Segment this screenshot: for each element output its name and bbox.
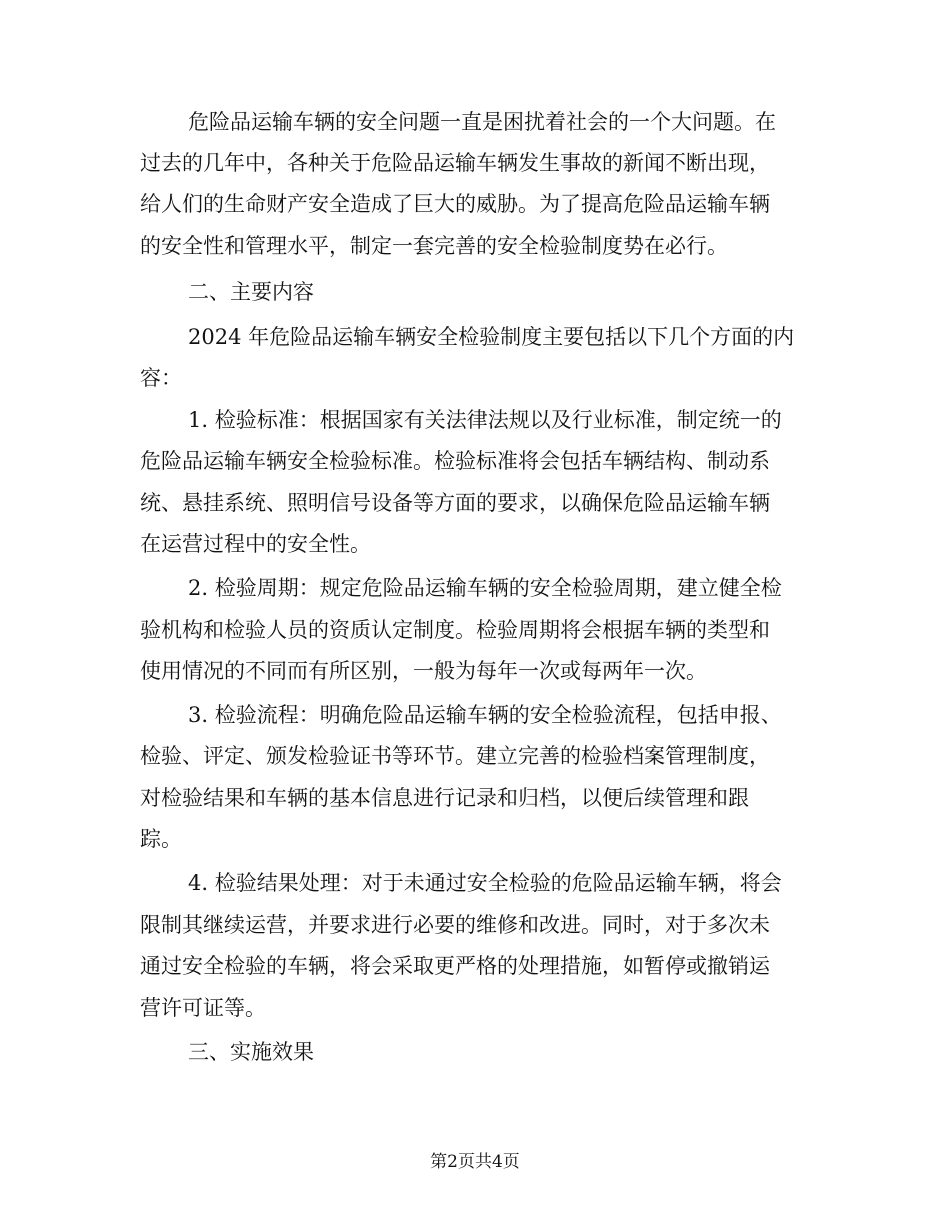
text-line: 检验、评定、颁发检验证书等环节。建立完善的检验档案管理制度， (140, 744, 770, 768)
text-line: 危险品运输车辆的安全问题一直是困扰着社会的一个大问题。在 (188, 110, 776, 134)
text-line: 验机构和检验人员的资质认定制度。检验周期将会根据车辆的类型和 (140, 618, 770, 642)
text-line: 使用情况的不同而有所区别，一般为每年一次或每两年一次。 (140, 659, 707, 683)
page-number-footer: 第2页共4页 (430, 1152, 520, 1172)
text-line: 统、悬挂系统、照明信号设备等方面的要求，以确保危险品运输车辆 (140, 491, 770, 515)
text-line: 对检验结果和车辆的基本信息进行记录和归档，以便后续管理和跟 (140, 786, 749, 810)
text-line: 给人们的生命财产安全造成了巨大的威胁。为了提高危险品运输车辆 (140, 192, 770, 216)
text-line: 通过安全检验的车辆，将会采取更严格的处理措施，如暂停或撤销运 (140, 954, 770, 978)
text-line: 2. 检验周期：规定危险品运输车辆的安全检验周期，建立健全检 (188, 576, 782, 600)
text-line: 3. 检验流程：明确危险品运输车辆的安全检验流程，包括申报、 (188, 703, 782, 727)
text-line: 踪。 (140, 827, 182, 851)
text-line: 危险品运输车辆安全检验标准。检验标准将会包括车辆结构、制动系 (140, 449, 770, 473)
text-line: 在运营过程中的安全性。 (140, 532, 371, 556)
section-heading-implementation-effect: 三、实施效果 (188, 1040, 314, 1064)
section-heading-main-content: 二、主要内容 (188, 280, 314, 304)
text-line: 2024 年危险品运输车辆安全检验制度主要包括以下几个方面的内 (188, 325, 795, 349)
text-line: 1. 检验标准：根据国家有关法律法规以及行业标准，制定统一的 (188, 408, 782, 432)
text-line: 限制其继续运营，并要求进行必要的维修和改进。同时，对于多次未 (140, 913, 770, 937)
text-line: 4. 检验结果处理：对于未通过安全检验的危险品运输车辆，将会 (188, 871, 782, 895)
text-line: 容： (140, 366, 182, 390)
text-line: 营许可证等。 (140, 996, 266, 1020)
text-line: 过去的几年中，各种关于危险品运输车辆发生事故的新闻不断出现， (140, 151, 770, 175)
text-line: 的安全性和管理水平，制定一套完善的安全检验制度势在必行。 (140, 234, 728, 258)
